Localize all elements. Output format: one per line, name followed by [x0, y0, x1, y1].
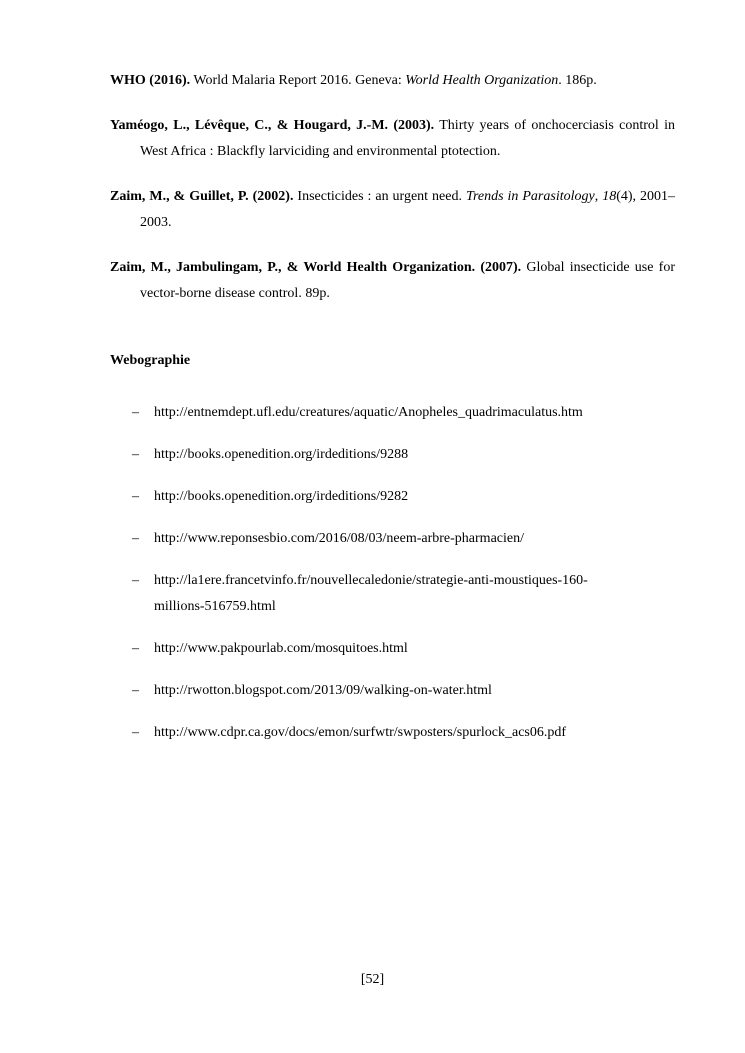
webography-list [132, 400, 632, 762]
reference-separator: , [594, 189, 603, 204]
list-item [132, 568, 632, 620]
bullet-dash: – [132, 573, 139, 588]
webography-link[interactable]: http://entnemdept.ufl.edu/creatures/aquatic/Anopheles_quadrimaculatus.htm [154, 405, 583, 420]
bullet-dash: – [132, 641, 139, 656]
webography-link[interactable]: http://la1ere.francetvinfo.fr/nouvellecaledonie/strategie-anti-moustiques-160-millions-516759.html [154, 573, 588, 614]
bullet-dash: – [132, 725, 139, 740]
list-item [132, 636, 632, 662]
list-item [132, 484, 632, 510]
list-item [132, 442, 632, 468]
webography-link[interactable]: http://rwotton.blogspot.com/2013/09/walking-on-water.html [154, 683, 492, 698]
reference-publisher: World Health Organization [405, 73, 559, 88]
page-number: [52] [360, 972, 385, 987]
bullet-dash: – [132, 489, 139, 504]
reference-zaim-guillet-2002 [110, 184, 675, 236]
webography-title: Webographie [110, 353, 191, 368]
bullet-dash: – [132, 683, 139, 698]
reference-authors: Zaim, M., & Guillet, P. (2002). [110, 189, 294, 204]
reference-volume: 18 [602, 189, 617, 204]
reference-yameogo-2003 [110, 113, 675, 165]
bullet-dash: – [132, 405, 139, 420]
webography-link[interactable]: http://www.reponsesbio.com/2016/08/03/neem-arbre-pharmacien/ [154, 531, 524, 546]
reference-text: Global insecticide use for vector-borne disease control. 89p. [140, 260, 675, 301]
reference-text: Insecticides : an urgent need. [293, 189, 466, 204]
reference-authors: WHO (2016). [110, 73, 191, 88]
reference-text: . 186p. [558, 73, 597, 88]
bullet-dash: – [132, 447, 139, 462]
reference-issue-pages: (4), 2001–2003. [140, 189, 676, 230]
reference-text: World Malaria Report 2016. Geneva: [190, 73, 406, 88]
reference-journal: Trends in Parasitology [465, 189, 595, 204]
list-item [132, 678, 632, 704]
reference-list [110, 68, 675, 326]
bullet-dash: – [132, 531, 139, 546]
list-item [132, 400, 632, 426]
list-item [132, 720, 632, 746]
reference-authors: Yaméogo, L., Lévêque, C., & Hougard, J.-M. (2003). [110, 118, 435, 133]
list-item [132, 526, 632, 552]
reference-text: Thirty years of onchocerciasis control in West Africa : Blackfly larviciding and environmental ptotection. [140, 118, 675, 159]
reference-who-2016 [110, 68, 675, 94]
reference-zaim-2007 [110, 255, 675, 307]
webography-link[interactable]: http://www.pakpourlab.com/mosquitoes.html [154, 641, 408, 656]
webography-link[interactable]: http://books.openedition.org/irdeditions/9288 [154, 447, 409, 462]
webography-link[interactable]: http://books.openedition.org/irdeditions/9282 [154, 489, 409, 504]
reference-authors: Zaim, M., Jambulingam, P., & World Health Organization. (2007). [110, 260, 522, 275]
webography-link[interactable]: http://www.cdpr.ca.gov/docs/emon/surfwtr/swposters/spurlock_acs06.pdf [154, 725, 567, 740]
